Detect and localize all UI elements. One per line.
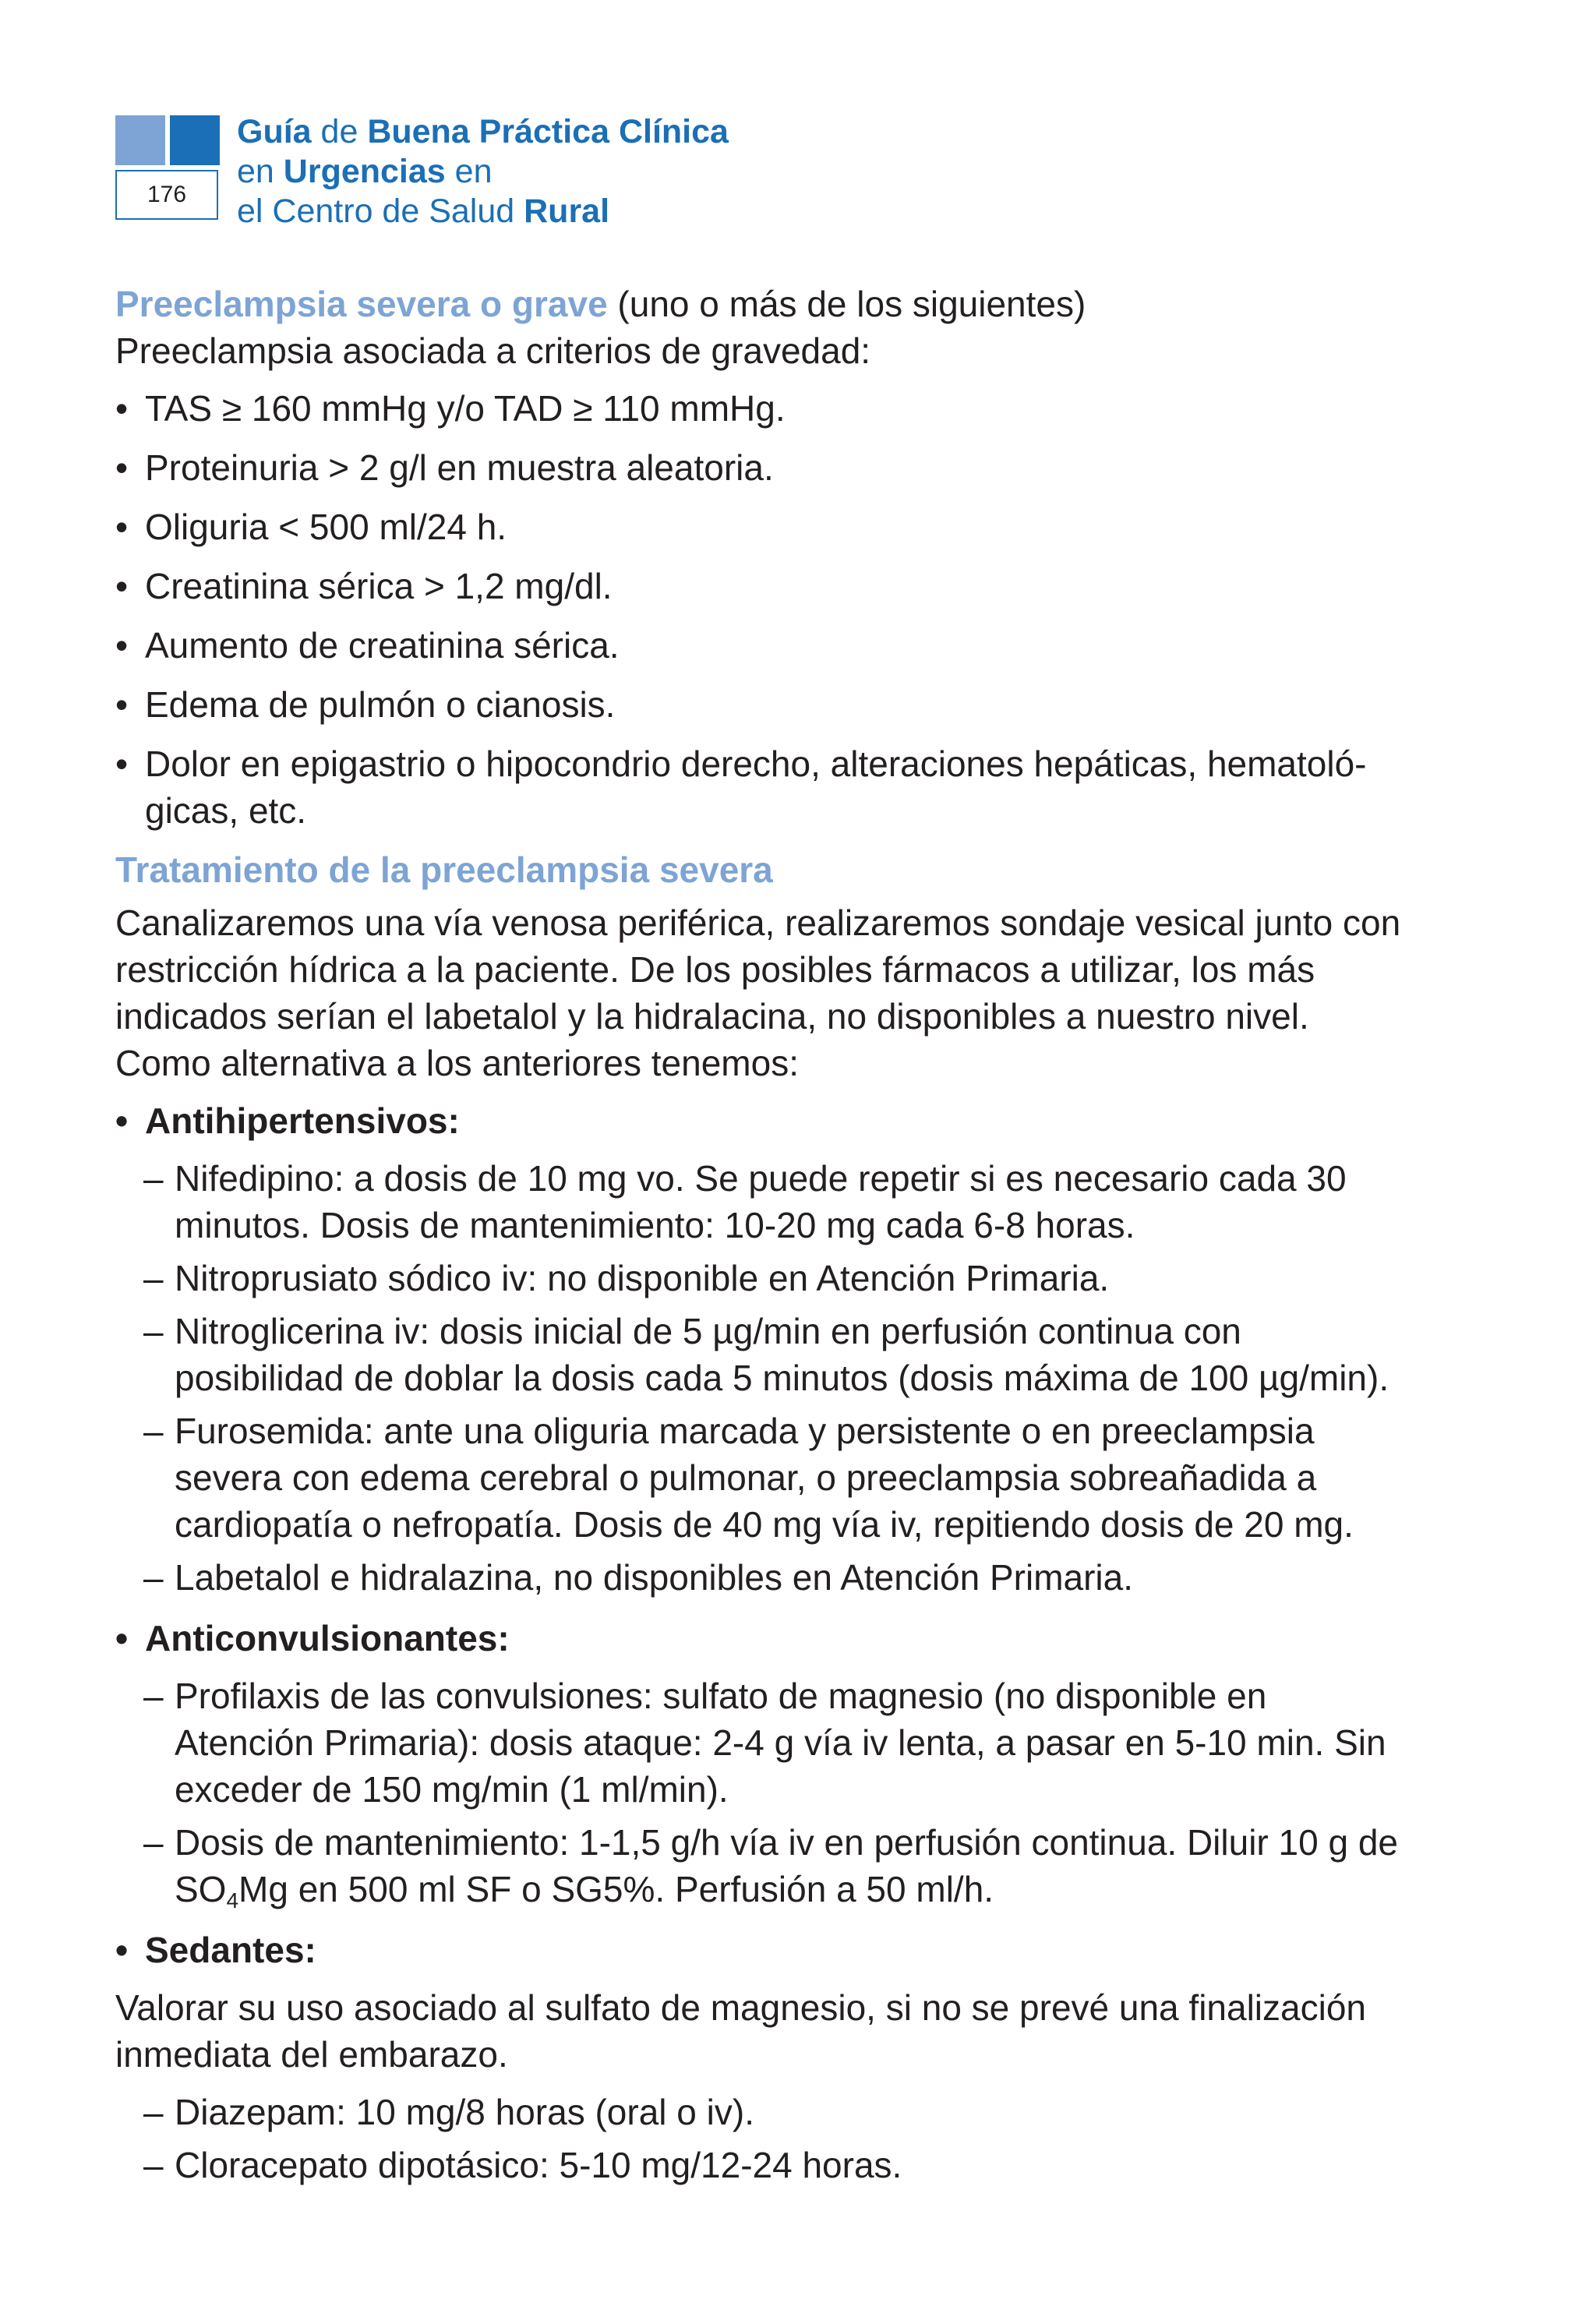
section-heading-preeclampsia-severa: Preeclampsia severa o grave (uno o más de los siguientes) (115, 284, 1086, 324)
subsection-sedantes: • Sedantes: (115, 1930, 316, 1970)
logo-square-light (115, 115, 165, 165)
logo-square-dark (170, 115, 220, 165)
list-item: – Dosis de mantenimiento: 1-1,5 g/h vía iv en perfusión continua. Diluir 10 g de $SO_4Mg$ en 500 ml SF o SG5%. Perfusión a 50 ml/h. (143, 1822, 1398, 1913)
list-item: • Creatinina sérica > 1,2 mg/dl. (115, 566, 613, 606)
list-item: – Labetalol e hidralazina, no disponibles en Atención Primaria. (143, 1557, 1134, 1598)
section-intro: Canalizaremos una vía venosa periférica, realizaremos sondaje vesical junto con restricción hídrica a la paciente. De los posibles fármacos a utilizar, los más indicados serían el labetalol y la hidralacina, no disponibles a nuestro nivel. Como alternativa a los anteriores tenemos: (115, 902, 1401, 1083)
section-heading-tratamiento: Tratamiento de la preeclampsia severa (115, 849, 773, 890)
list-item: – Nitroprusiato sódico iv: no disponible en Atención Primaria. (143, 1258, 1110, 1298)
page-body (115, 281, 1401, 2195)
guide-title: Guía de Buena Práctica Clínica en Urgencias en el Centro de Salud Rural (237, 113, 729, 230)
sedantes-intro: Valorar su uso asociado al sulfato de magnesio, si no se prevé una finalización inmediata del embarazo. (115, 1987, 1366, 2075)
list-item: – Nifedipino: a dosis de 10 mg vo. Se puede repetir si es necesario cada 30 minutos. Dosis de mantenimiento: 10-20 mg cada 6-8 horas. (143, 1158, 1347, 1245)
list-item: – Cloracepato dipotásico: 5-10 mg/12-24 horas. (143, 2145, 902, 2185)
subsection-anticonvulsionantes: • Anticonvulsionantes: (115, 1618, 510, 1658)
list-item: – Diazepam: 10 mg/8 horas (oral o iv). (143, 2092, 754, 2132)
list-item: • Edema de pulmón o cianosis. (115, 684, 616, 725)
list-item: • Proteinuria > 2 g/l en muestra aleatoria. (115, 447, 774, 488)
section-intro: Preeclampsia asociada a criterios de gravedad: (115, 330, 871, 371)
subsection-antihipertensivos: • Antihipertensivos: (115, 1100, 460, 1141)
list-item: – Furosemida: ante una oliguria marcada y persistente o en preeclampsia severa con edema cerebral o pulmonar, o preeclampsia sobreañadida a cardiopatía o nefropatía. Dosis de 40 mg vía iv, repitiendo dosis de 20 mg. (143, 1411, 1354, 1545)
list-item: • Aumento de creatinina sérica. (115, 625, 620, 666)
list-item: • TAS ≥ 160 mmHg y/o TAD ≥ 110 mmHg. (115, 388, 786, 429)
list-item: • Oliguria < 500 ml/24 h. (115, 507, 507, 547)
list-item: – Nitroglicerina iv: dosis inicial de 5 µg/min en perfusión continua con posibilidad de doblar la dosis cada 5 minutos (dosis máxima de 100 µg/min). (143, 1311, 1389, 1398)
list-item: – Profilaxis de las convulsiones: sulfato de magnesio (no disponible en Atención Primaria): dosis ataque: 2-4 g vía iv lenta, a pasar en 5-10 min. Sin exceder de 150 mg/min (1 ml/min). (143, 1676, 1386, 1810)
page-number: 176 (115, 170, 218, 220)
list-item: • Dolor en epigastrio o hipocondrio derecho, alteraciones hepáticas, hematoló-gicas, etc. (115, 743, 1367, 831)
